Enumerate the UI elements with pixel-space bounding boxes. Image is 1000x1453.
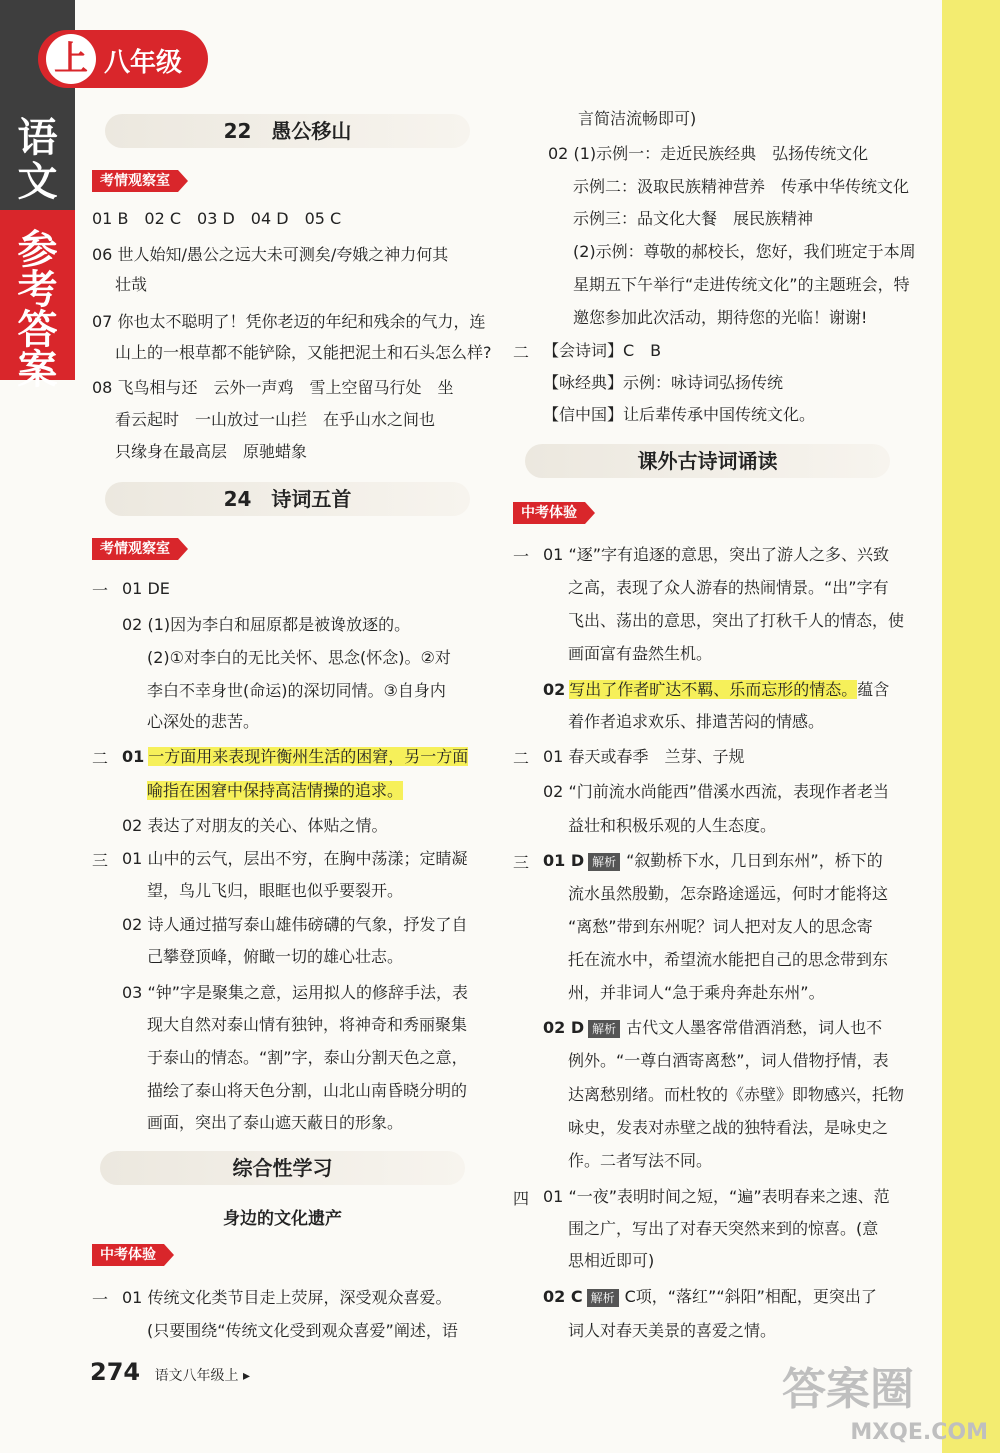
answer-line: (2)示例：尊敬的郝校长，您好，我们班定于本周 xyxy=(573,242,916,261)
section-number: 三 xyxy=(513,853,530,872)
answer-line: 只缘身在最高层 原驰蜡象 xyxy=(115,442,308,461)
answer-line: 01 春天或春季 兰芽、子规 xyxy=(543,747,745,766)
section-number: 四 xyxy=(513,1189,530,1208)
watermark-site: MXQE.COM xyxy=(850,1420,988,1445)
item-number: 02 D xyxy=(543,1018,585,1037)
section-number: 二 xyxy=(92,749,109,768)
answer-line: 示例二：汲取民族精神营养 传承中华传统文化 xyxy=(573,177,910,196)
answer-line: 例外。“一尊白酒寄离愁”，词人借物抒情，表 xyxy=(568,1051,889,1070)
answer-line: 壮哉 xyxy=(115,275,148,294)
answer-line: 画面富有盎然生机。 xyxy=(568,644,713,663)
answer-line: 描绘了泰山将天色分割，山北山南昏晓分明的 xyxy=(147,1081,468,1100)
answer-line: 01 “一夜”表明时间之短，“遍”表明春来之速、范 xyxy=(543,1187,890,1206)
answer-line: 08 飞鸟相与还 云外一声鸡 雪上空留马行处 坐 xyxy=(92,378,454,397)
answer-line xyxy=(122,746,468,768)
answer-line: 01 DE xyxy=(122,579,170,598)
section-number: 二 xyxy=(513,749,530,768)
answer-line: 围之广，写出了对春天突然来到的惊喜。(意 xyxy=(568,1219,879,1238)
analysis-badge: 解析 xyxy=(588,1020,620,1038)
answer-line: 02 表达了对朋友的关心、体贴之情。 xyxy=(122,816,388,835)
section-number: 一 xyxy=(92,1290,109,1309)
answer-line: 02 诗人通过描写泰山雄伟磅礴的气象，抒发了自 xyxy=(122,915,468,934)
answer-line xyxy=(147,780,403,802)
answer-line: 托在流水中，希望流水能把自己的思念带到东 xyxy=(568,950,889,969)
subject-char: 文 xyxy=(17,159,58,205)
section-tag: 中考体验 xyxy=(92,1244,164,1266)
answer-line: 州，并非词人“急于乘舟奔赴东州”。 xyxy=(568,983,825,1002)
answer-line: 星期五下午举行“走进传统文化”的主题班会，特 xyxy=(573,275,910,294)
analysis-text: C项，“落红”“斜阳”相配，更突出了 xyxy=(624,1287,877,1306)
text-tail: 蕴含 xyxy=(857,680,890,699)
label-char: 答 xyxy=(17,307,58,353)
answer-line xyxy=(543,1286,877,1308)
answer-line: 李白不幸身世(命运)的深切同情。③自身内 xyxy=(147,681,446,700)
answer-line xyxy=(543,679,889,701)
label-char: 参 xyxy=(17,227,58,273)
analysis-text: 古代文人墨客常借酒消愁，词人也不 xyxy=(626,1018,883,1037)
answer-line: 02 “门前流水尚能西”借溪水西流，表现作者老当 xyxy=(543,782,890,801)
highlighted-text: 一方面用来表现许衡州生活的困窘，另一方面 xyxy=(148,747,469,766)
answer-line: 作。二者写法不同。 xyxy=(568,1151,713,1170)
answer-line: 画面，突出了泰山遮天蔽日的形象。 xyxy=(147,1113,404,1132)
answer-line: 07 你也太不聪明了！凭你老迈的年纪和残余的气力，连 xyxy=(92,312,486,331)
item-number: 01 D xyxy=(543,851,585,870)
answer-line: 示例三：品文化大餐 展民族精神 xyxy=(573,209,814,228)
section-banner-kewai: 课外古诗词诵读 xyxy=(525,444,890,478)
answer-line: 之高，表现了众人游春的热闹情景。“出”字有 xyxy=(568,578,889,597)
answer-line: 01 B 02 C 03 D 04 D 05 C xyxy=(92,209,342,228)
item-number: 01 xyxy=(122,747,145,766)
answer-line: 心深处的悲苦。 xyxy=(147,712,260,731)
answer-line: 词人对春天美景的喜爱之情。 xyxy=(568,1321,777,1340)
answer-line: 流水虽然殷勤，怎奈路途遥远，何时才能将这 xyxy=(568,884,889,903)
footer-title: 语文八年级上 xyxy=(154,1368,239,1384)
item-number: 02 C xyxy=(543,1287,583,1306)
section-number: 三 xyxy=(92,851,109,870)
answer-line: (只要围绕“传统文化受到观众喜爱”阐述，语 xyxy=(147,1321,458,1340)
answer-line: 现大自然对泰山情有独钟，将神奇和秀丽聚集 xyxy=(147,1015,468,1034)
section-tag: 中考体验 xyxy=(513,502,585,524)
page-number: 274 xyxy=(90,1358,141,1386)
section-number: 一 xyxy=(92,581,109,600)
grade-text: 八年级 xyxy=(104,48,183,78)
section-banner-24: 24 诗词五首 xyxy=(105,482,470,516)
answer-line: 望，鸟儿飞归，眼眶也似乎要裂开。 xyxy=(147,881,404,900)
answer-line: 【信中国】让后辈传承中国传统文化。 xyxy=(543,405,816,424)
section-banner-22: 22 愚公移山 xyxy=(105,114,470,148)
answer-line: 【咏经典】示例：咏诗词弘扬传统 xyxy=(543,373,784,392)
answer-line: 03 “钟”字是聚集之意，运用拟人的修辞手法，表 xyxy=(122,983,469,1002)
answer-line xyxy=(543,1017,882,1039)
grade-circle: 上 xyxy=(46,34,96,84)
answer-line: 01 “逐”字有追逐的意思，突出了游人之多、兴致 xyxy=(543,545,890,564)
highlighted-text: 喻指在困窘中保持高洁情操的追求。 xyxy=(147,781,404,800)
answer-line: 言简洁流畅即可) xyxy=(578,109,697,128)
watermark-logo: 答案圈 xyxy=(782,1364,914,1415)
answer-line: 02 (1)因为李白和屈原都是被谗放逐的。 xyxy=(122,615,411,634)
subsection-title: 身边的文化遗产 xyxy=(223,1209,342,1229)
answer-line: 己攀登顶峰，俯瞰一切的雄心壮志。 xyxy=(147,947,404,966)
answer-line: 06 世人始知/愚公之远大未可测矣/夸娥之神力何其 xyxy=(92,245,449,264)
analysis-badge: 解析 xyxy=(588,853,620,871)
section-tag: 考情观察室 xyxy=(92,538,178,560)
answer-line: 【会诗词】C B xyxy=(543,341,662,360)
answer-line: 山上的一根草都不能铲除，又能把泥土和石头怎么样? xyxy=(115,343,492,362)
answer-line: 达离愁别绪。而杜牧的《赤壁》即物感兴，托物 xyxy=(568,1085,905,1104)
analysis-badge: 解析 xyxy=(587,1289,619,1307)
answer-line: 看云起时 一山放过一山拦 在乎山水之间也 xyxy=(115,410,436,429)
yellow-edge-strip xyxy=(942,0,1000,1453)
label-char: 考 xyxy=(17,267,58,313)
analysis-text: “叙勤桥下水，几日到东州”，桥下的 xyxy=(626,851,883,870)
item-number: 02 xyxy=(543,680,566,699)
answer-line: 益壮和积极乐观的人生态度。 xyxy=(568,816,777,835)
answer-line: “离愁”带到东州呢？词人把对友人的思念寄 xyxy=(568,917,873,936)
section-tag: 考情观察室 xyxy=(92,170,178,192)
answer-line: 咏史，发表对赤壁之战的独特看法，是咏史之 xyxy=(568,1118,889,1137)
highlighted-text: 写出了作者旷达不羁、乐而忘形的情态。 xyxy=(569,680,858,699)
answer-line: 01 山中的云气，层出不穷，在胸中荡漾；定睛凝 xyxy=(122,849,468,868)
page-footer xyxy=(90,1358,250,1386)
answer-line: 飞出、荡出的意思，突出了打秋千人的情态，使 xyxy=(568,611,905,630)
triangle-right-icon: ▸ xyxy=(243,1368,251,1384)
section-number: 一 xyxy=(513,547,530,566)
answer-line: (2)①对李白的无比关怀、思念(怀念)。②对 xyxy=(147,648,451,667)
answer-line xyxy=(543,850,883,872)
section-banner-zonghe: 综合性学习 xyxy=(100,1151,465,1185)
answer-line: 01 传统文化类节目走上荧屏，深受观众喜爱。 xyxy=(122,1288,452,1307)
answer-line: 邀您参加此次活动，期待您的光临！谢谢! xyxy=(573,308,868,327)
section-number: 二 xyxy=(513,343,530,362)
answer-line: 着作者追求欢乐、排遣苦闷的情感。 xyxy=(568,712,825,731)
answer-line: 02 (1)示例一：走近民族经典 弘扬传统文化 xyxy=(548,144,869,163)
subject-char: 语 xyxy=(17,115,58,161)
label-char: 案 xyxy=(17,347,58,393)
answer-line: 于泰山的情态。“割”字，泰山分割天色之意， xyxy=(147,1048,468,1067)
answer-line: 思相近即可) xyxy=(568,1251,655,1270)
